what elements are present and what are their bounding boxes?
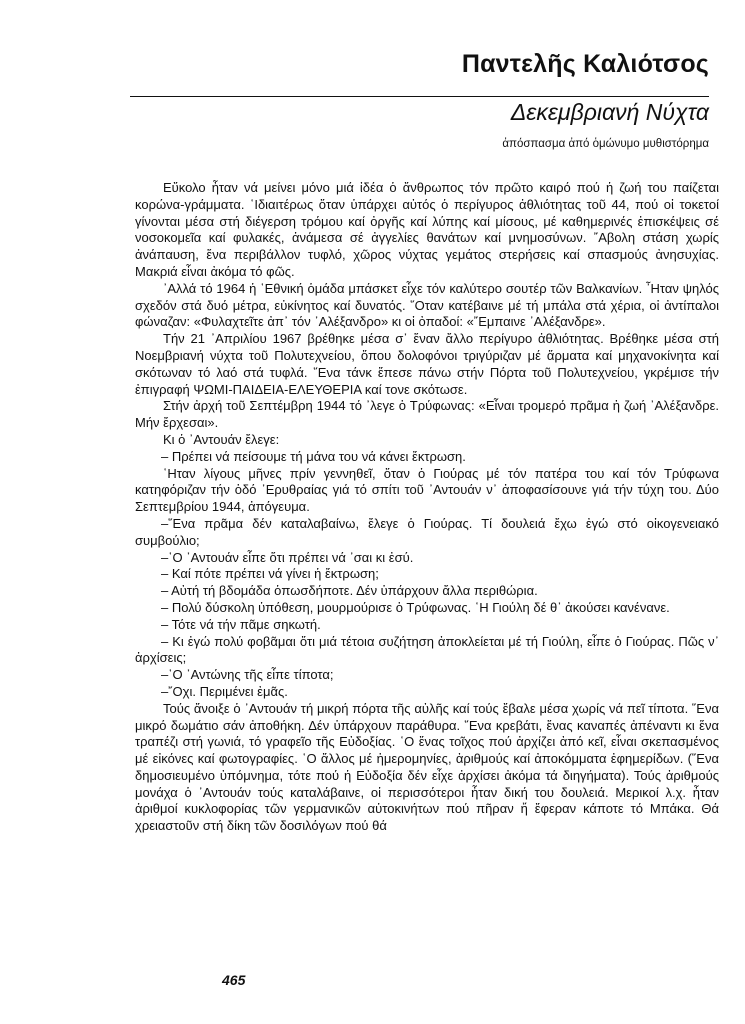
- paragraph: Τούς ἄνοιξε ὁ ᾿Αντουάν τή μικρή πόρτα τῆς αὐλῆς καί τούς ἔβαλε μέσα χωρίς νά πεῖ τίποτα. ῞Ενα μικρό δωμάτιο σάν ἀποθήκη. Δέν ὑπάρχουν παράθυρα. ῞Ενα κρεβάτι, ἕνας καναπές ἀπέναντι κι ἕνα τραπέζι στή γωνιά, τό γραφεῖο τῆς Εὐδοξίας. ῾Ο ἕνας τοῖχος πού ἀρχίζει ἀπό κεῖ, εἶναι σκεπασμένος μέ εἰκόνες καί φωτογραφίες. ῾Ο ἄλλος μέ ἡμερομηνίες, ἀριθμούς καί ἀποκόμματα ἐφημερίδων. (῞Ενα δημοσιευμένο ὑπόμνημα, τότε πού ἡ Εὐδοξία δέν εἶχε ἀρχίσει ἀκόμα τά διηγήματα). Τούς ἀριθμούς μονάχα ὁ ᾿Αντουάν τούς καταλάβαινε, οἱ περισσότεροι ἦταν δική του δουλειά. Μερικοί λ.χ. ἦταν ἀριθμοί κυκλοφορίας τῶν γερμανικῶν αὐτοκινήτων πού πῆραν ἤ ἔφεραν κάποτε τό Μπάκα. Θά χρειαστοῦν στή δίκη τῶν δοσιλόγων πού θά: [135, 700, 719, 834]
- paragraph: ᾿Αλλά τό 1964 ἡ ῾Εθνική ὁμάδα μπάσκετ εἶχε τόν καλύτερο σουτέρ τῶν Βαλκανίων. ῏Ηταν ψηλός σχεδόν στά δυό μέτρα, εὐκίνητος καί δυνατός. ῞Οταν κατέβαινε μέ τή μπάλα στά χέρια, οἱ ἀντίπαλοι φώναζαν: «Φυλαχτεῖτε ἀπ᾿ τόν ᾿Αλέξανδρο» κι οἱ ὀπαδοί: «῎Εμπαινε ᾿Αλέξανδρε».: [135, 280, 719, 330]
- dialogue-line: – Κι ἐγώ πολύ φοβᾶμαι ὅτι μιά τέτοια συζήτηση ἀποκλείεται μέ τή Γιούλη, εἶπε ὁ Γιούρας. Πῶς ν᾿ ἀρχίσεις;: [135, 633, 719, 666]
- paragraph: Στήν ἀρχή τοῦ Σεπτέμβρη 1944 τό ᾿λεγε ὁ Τρύφωνας: «Εἶναι τρομερό πρᾶμα ἡ ζωή ᾿Αλέξανδρε. Μήν ἔρχεσαι».: [135, 398, 719, 431]
- paragraph: ῾Ηταν λίγους μῆνες πρίν γεννηθεῖ, ὅταν ὁ Γιούρας μέ τόν πατέρα του καί τόν Τρύφωνα κατηφόριζαν τήν ὁδό ᾿Ερυθραίας γιά τό σπίτι τοῦ ᾿Αντουάν ν᾿ ἀποφασίσουνε γιά τήν τύχη του. Δύο Σεπτεμβρίου 1944, ἀπόγευμα.: [135, 465, 719, 515]
- paragraph: Κι ὁ ᾿Αντουάν ἔλεγε:: [163, 431, 280, 447]
- story-title: Δεκεμβριανή Νύχτα: [510, 99, 709, 125]
- paragraph: Τήν 21 ᾿Απριλίου 1967 βρέθηκε μέσα σ᾿ ἕναν ἄλλο περίγυρο ἀθλιότητας. Βρέθηκε μέσα στή Νοεμβριανή νύχτα τοῦ Πολυτεχνείου, ὅπου δολοφόνοι τριγύριζαν μέ ἅρματα καί μηχανοκίνητα καί σκότωναν τό λαό στά τυφλά. ῞Ενα τάνκ ἔπεσε πάνω στήν Πόρτα τοῦ Πολυτεχνείου, γκρέμισε τήν ἐπιγραφή ΨΩΜΙ-ΠΑΙΔΕΙΑ-ΕΛΕΥΘΕΡΙΑ καί τονε σκότωσε.: [135, 331, 719, 397]
- dialogue-line: – Πρέπει νά πείσουμε τή μάνα του νά κάνει ἔκτρωση.: [161, 448, 466, 464]
- dialogue-line: – Τότε νά τήν πᾶμε σηκωτή.: [161, 616, 321, 632]
- dialogue-line: – Καί πότε πρέπει νά γίνει ἡ ἔκτρωση;: [161, 566, 379, 582]
- dialogue-line: – Πολύ δύσκολη ὑπόθεση, μουρμούρισε ὁ Τρύφωνας. ῾Η Γιούλη δέ θ᾿ ἀκούσει κανένανε.: [161, 599, 670, 615]
- page-number: 465: [222, 972, 246, 988]
- story-subtitle: ἀπόσπασμα ἀπό ὁμώνυμο μυθιστόρημα: [502, 138, 709, 150]
- dialogue-line: –῎Οχι. Περιμένει ἐμᾶς.: [161, 683, 288, 699]
- dialogue-line: –῾Ο ᾿Αντουάν εἶπε ὅτι πρέπει νά ᾿σαι κι ἐσύ.: [161, 549, 414, 565]
- author-name: Παντελῆς Καλιότσος: [461, 50, 709, 78]
- paragraph: Εὔκολο ἦταν νά μείνει μόνο μιά ἰδέα ὁ ἄνθρωπος τόν πρῶτο καιρό πού ἡ ζωή του παίζεται κορώνα-γράμματα. ῾Ιδιαιτέρως ὅταν ὑπάρχει αὐτός ὁ περίγυρος ἀθλιότητας τοῦ 44, πού οἱ τοκετοί γίνονται μέσα στή διέγερση τρόμου καί ὀργῆς καί λύπης καί μίσους, μέ καθημερινές ἐπισκέψεις σέ νοσοκομεῖα καί φυλακές, ἀνάμεσα σέ ἀγγελίες θανάτων καί μνημοσύνων. ῎Αβολη στάση χωρίς ἀνάπαυση, ἕνα περιβάλλον τυφλό, χῶρος νύχτας γεμάτος στερήσεις καί σπασμούς ἀνησυχίας. Μακριά εἶναι ἀκόμα τό φῶς.: [135, 180, 719, 279]
- header-rule: [130, 96, 709, 97]
- dialogue-line: –῾Ο ᾿Αντώνης τῆς εἶπε τίποτα;: [161, 667, 334, 683]
- body-text: [135, 180, 719, 835]
- dialogue-line: –῞Ενα πρᾶμα δέν καταλαβαίνω, ἔλεγε ὁ Γιούρας. Τί δουλειά ἔχω ἐγώ στό οἰκογενειακό συμβούλιο;: [135, 515, 719, 548]
- dialogue-line: – Αὐτή τή βδομάδα ὁπωσδήποτε. Δέν ὑπάρχουν ἄλλα περιθώρια.: [161, 583, 538, 599]
